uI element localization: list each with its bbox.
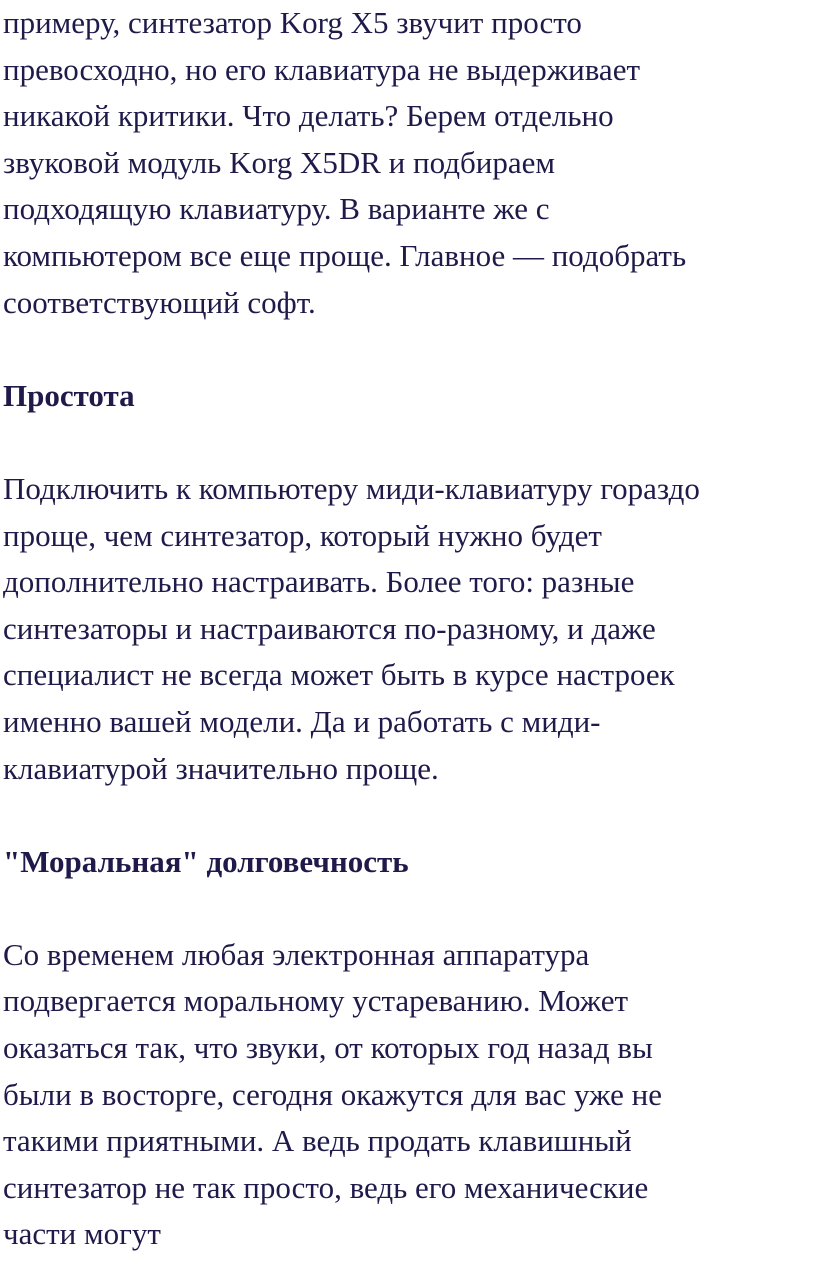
text-line: синтезаторы и настраиваются по-разному, и даже — [3, 610, 656, 646]
text-line: специалист не всегда может быть в курсе настроек — [3, 657, 675, 693]
section-heading-simplicity: Простота — [3, 377, 135, 413]
paragraph-spacer — [3, 885, 812, 932]
text-line: оказаться так, что звуки, от которых год назад вы — [3, 1030, 653, 1066]
text-line: превосходно, но его клавиатура не выдерживает — [3, 51, 640, 87]
text-line: были в восторге, сегодня окажутся для вас уже не — [3, 1076, 662, 1112]
text-line: Подключить к компьютеру миди-клавиатуру гораздо — [3, 470, 700, 506]
text-line: соответствующий софт. — [3, 284, 316, 320]
paragraph-spacer — [3, 326, 812, 373]
text-line: компьютером все еще проще. Главное — подобрать — [3, 237, 687, 273]
paragraph-korg-example — [3, 0, 812, 326]
text-line: Со временем любая электронная аппаратура — [3, 936, 590, 972]
paragraph-durability — [3, 932, 812, 1258]
text-line: дополнительно настраивать. Более того: разные — [3, 564, 635, 600]
text-line: такими приятными. А ведь продать клавишный — [3, 1123, 632, 1159]
text-line: проще, чем синтезатор, который нужно будет — [3, 517, 602, 553]
section-heading-durability: "Моральная" долговечность — [3, 843, 409, 879]
text-line: синтезатор не так просто, ведь его механические — [3, 1169, 649, 1205]
paragraph-spacer — [3, 792, 812, 839]
text-line: подходящую клавиатуру. В варианте же с — [3, 191, 550, 227]
text-line: подвергается моральному устареванию. Может — [3, 983, 629, 1019]
paragraph-simplicity — [3, 466, 812, 792]
text-line: никакой критики. Что делать? Берем отдельно — [3, 98, 614, 134]
text-line: части могут — [3, 1216, 161, 1252]
paragraph-spacer — [3, 419, 812, 466]
text-line: клавиатурой значительно проще. — [3, 750, 439, 786]
text-line: именно вашей модели. Да и работать с миди- — [3, 703, 601, 739]
text-line: примеру, синтезатор Korg X5 звучит просто — [3, 5, 582, 40]
text-line: звуковой модуль Korg X5DR и подбираем — [3, 144, 555, 180]
